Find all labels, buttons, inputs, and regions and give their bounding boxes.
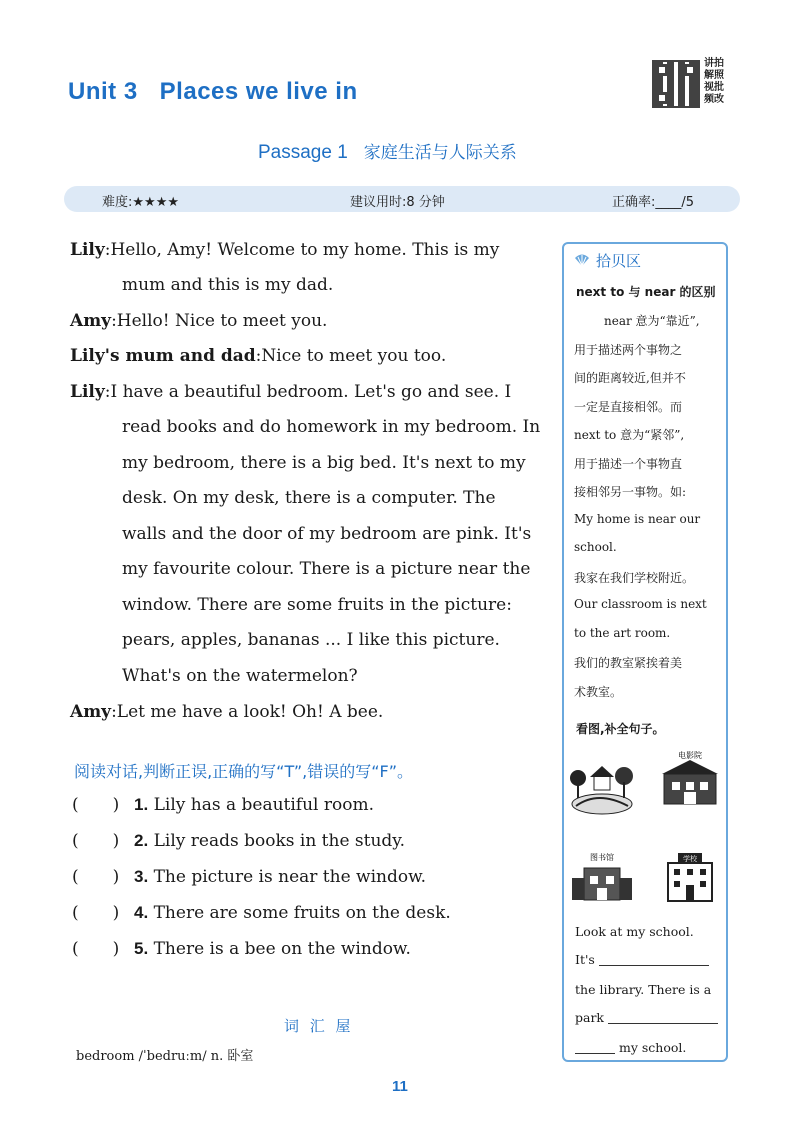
sidebar-line: near 意为“靠近”,	[604, 314, 700, 328]
dialogue-line: read books and do homework in my bedroom. In	[122, 417, 541, 437]
answer-blank[interactable]: ( )	[72, 939, 120, 959]
sidebar-exercise-title: 看图,补全句子。	[576, 722, 665, 736]
qr-code-icon[interactable]	[652, 60, 700, 108]
dialogue-line: Lily:I have a beautiful bedroom. Let's go and see. I	[70, 382, 512, 402]
accuracy: 正确率:____/5	[612, 195, 695, 210]
qr-caption: 讲拍 解照 视批 频改	[704, 58, 724, 105]
fill-sentence: Look at my school.	[575, 924, 694, 939]
sidebar-subtitle: next to 与 near 的区别	[576, 285, 716, 299]
tip-sidebar	[562, 242, 728, 1062]
fill-sentence: park	[575, 1010, 721, 1025]
answer-blank[interactable]: ( )	[72, 867, 120, 887]
cinema-picture	[658, 750, 722, 812]
page-number: 11	[392, 1078, 408, 1095]
question-3: ( ) 3. The picture is near the window.	[72, 862, 426, 887]
sidebar-line: 一定是直接相邻。而	[574, 400, 683, 414]
question-5: ( ) 5. There is a bee on the window.	[72, 934, 411, 959]
unit-number: Unit 3	[68, 78, 138, 105]
fill-blank[interactable]	[599, 953, 709, 966]
unit-title	[68, 78, 358, 106]
passage-label: Passage 1	[258, 142, 348, 163]
info-bar	[64, 186, 740, 212]
dialogue-line: walls and the door of my bedroom are pink. It's	[122, 524, 532, 544]
fill-blank[interactable]	[575, 1041, 615, 1054]
unit-name: Places we live in	[159, 78, 358, 105]
sidebar-line: to the art room.	[574, 626, 671, 640]
passage-heading	[258, 138, 517, 164]
dialogue-line: Lily:Hello, Amy! Welcome to my home. This is my	[70, 240, 500, 260]
shell-icon	[574, 253, 590, 267]
sidebar-line: 用于描述两个事物之	[574, 343, 683, 357]
sidebar-line: 用于描述一个事物直	[574, 457, 683, 471]
vocab-entry: bedroom /ˈbedruːm/ n. 卧室	[76, 1049, 254, 1064]
question-2: ( ) 2. Lily reads books in the study.	[72, 826, 405, 851]
dialogue-line: my bedroom, there is a big bed. It's next to my	[122, 453, 526, 473]
difficulty: 难度:★★★★	[102, 195, 179, 210]
fill-sentence: my school.	[575, 1040, 721, 1055]
dialogue-line: Amy:Hello! Nice to meet you.	[70, 311, 328, 331]
dialogue-line: mum and this is my dad.	[122, 275, 334, 295]
sidebar-line: school.	[574, 540, 617, 554]
sidebar-line: 术教室。	[574, 685, 623, 699]
dialogue-line: my favourite colour. There is a picture near the	[122, 559, 531, 579]
sidebar-line: Our classroom is next	[574, 597, 707, 611]
answer-blank[interactable]: ( )	[72, 903, 120, 923]
library-picture	[570, 848, 634, 906]
dialogue-line: pears, apples, bananas ... I like this picture.	[122, 630, 500, 650]
dialogue-line: Lily's mum and dad:Nice to meet you too.	[70, 346, 447, 366]
exercise-title: 阅读对话,判断正误,正确的写“T”,错误的写“F”。	[74, 762, 414, 781]
sidebar-line: 我家在我们学校附近。	[574, 571, 695, 585]
vocab-title: 词 汇 屋	[284, 1017, 354, 1035]
sidebar-line: 间的距离较近,但并不	[574, 371, 686, 385]
question-4: ( ) 4. There are some fruits on the desk.	[72, 898, 451, 923]
sidebar-line: 我们的教室紧挨着美	[574, 656, 683, 670]
school-label: 学校	[683, 855, 697, 863]
answer-blank[interactable]: ( )	[72, 795, 120, 815]
sidebar-heading: 拾贝区	[574, 250, 641, 271]
sidebar-line: My home is near our	[574, 512, 701, 526]
question-1: ( ) 1. Lily has a beautiful room.	[72, 790, 374, 815]
library-label: 图书馆	[590, 853, 614, 862]
sidebar-line: next to 意为“紧邻”,	[574, 428, 685, 442]
park-picture	[568, 760, 636, 818]
suggested-time: 建议用时:8 分钟	[350, 195, 445, 210]
school-picture	[658, 845, 722, 907]
dialogue-line: desk. On my desk, there is a computer. The	[122, 488, 496, 508]
dialogue-line: Amy:Let me have a look! Oh! A bee.	[70, 702, 384, 722]
cinema-label: 电影院	[678, 751, 702, 760]
fill-sentence: It's	[575, 952, 721, 967]
fill-sentence: the library. There is a	[575, 982, 712, 997]
sidebar-line: 接相邻另一事物。如:	[574, 485, 687, 499]
dialogue-line: window. There are some fruits in the picture:	[122, 595, 512, 615]
dialogue-line: What's on the watermelon?	[122, 666, 358, 686]
passage-topic: 家庭生活与人际关系	[363, 143, 517, 163]
answer-blank[interactable]: ( )	[72, 831, 120, 851]
fill-blank[interactable]	[608, 1011, 718, 1024]
